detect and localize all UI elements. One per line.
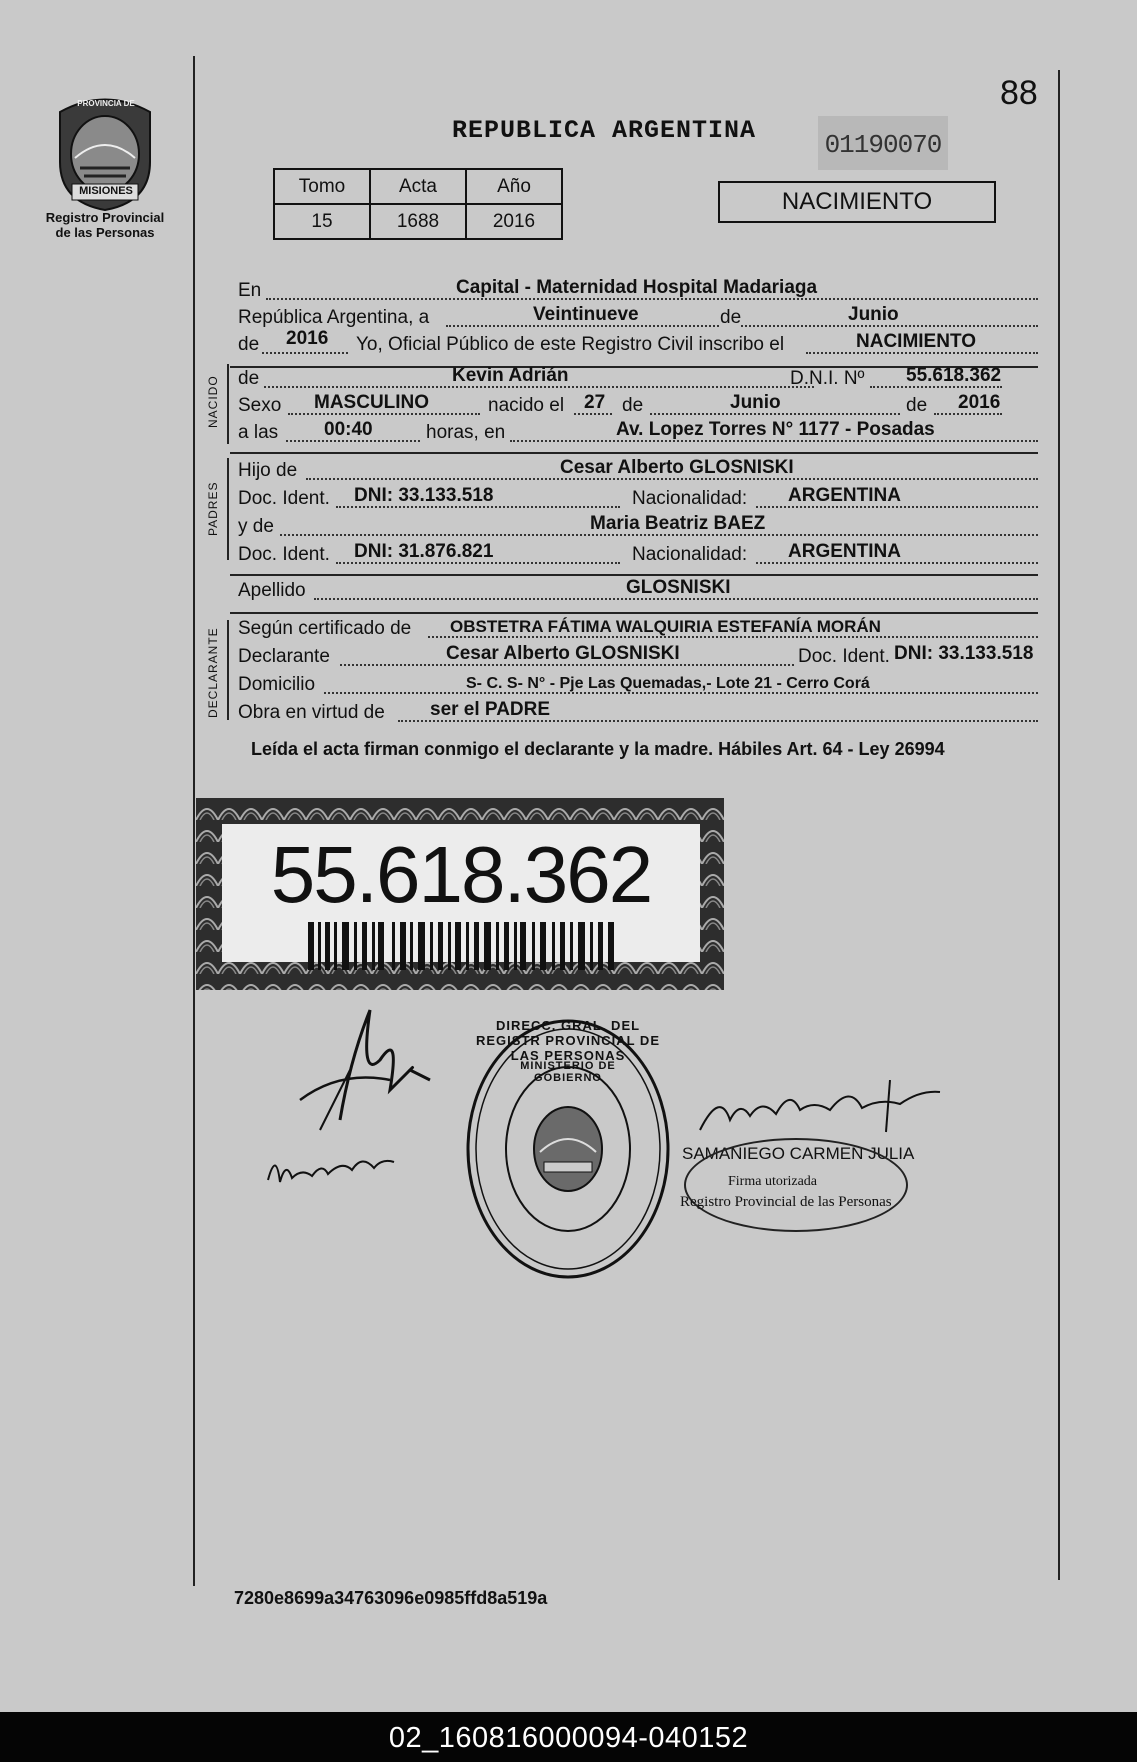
anio-value: 2016 — [466, 204, 562, 239]
registry-label-line1: Registro Provincial — [45, 210, 165, 225]
nacido-bracket-line — [227, 364, 229, 444]
dni-label-panel — [196, 798, 724, 990]
row-nacido-name — [238, 366, 1038, 392]
padres-bracket-line — [227, 458, 229, 560]
nacido-section-label: NACIDO — [206, 375, 220, 428]
de-label: de — [720, 307, 742, 328]
cert-value: OBSTETRA FÁTIMA WALQUIRIA ESTEFANÍA MORÁN — [450, 617, 881, 636]
yo-text: Yo, Oficial Público de este Registro Civil inscribo el — [356, 334, 785, 355]
father-doc-label: Doc. Ident. — [238, 488, 330, 509]
row-mother-doc — [238, 542, 1038, 568]
row-republica — [238, 305, 1038, 331]
dom-label: Domicilio — [238, 674, 316, 695]
a-las-label: a las — [238, 422, 279, 443]
acta-header: Acta — [370, 169, 466, 204]
republica-label: República Argentina, a — [238, 307, 430, 328]
act-value: NACIMIENTO — [856, 331, 976, 352]
seal-outer-text: DIRECC. GRAL. DEL REGISTR PROVINCIAL DE LAS PERSONAS — [475, 1018, 660, 1063]
mother-doc-label: Doc. Ident. — [238, 544, 330, 565]
hijo-de-label: Hijo de — [238, 460, 298, 481]
official-signature-icon — [690, 1080, 950, 1140]
en-label: En — [238, 280, 262, 301]
row-father — [238, 458, 1038, 484]
mother-name: Maria Beatriz BAEZ — [590, 513, 766, 534]
declarante-bracket-line — [227, 620, 229, 720]
official-registry: Registro Provincial de las Personas — [680, 1194, 892, 1210]
obra-value: ser el PADRE — [430, 699, 551, 720]
divider-4 — [230, 612, 1038, 614]
serial-box — [818, 116, 948, 170]
mother-nationality: ARGENTINA — [788, 541, 901, 562]
row-declarante — [238, 644, 1038, 670]
row-en — [238, 278, 1038, 304]
decl-value: Cesar Alberto GLOSNISKI — [446, 643, 680, 664]
row-apellido — [238, 578, 1038, 604]
cert-label: Según certificado de — [238, 618, 412, 639]
official-firma-line: Firma utorizada — [728, 1174, 818, 1189]
closing-text: Leída el acta firman conmigo el declarante y la madre. Hábiles Art. 64 - Ley 26994 — [251, 739, 945, 759]
tomo-value: 15 — [274, 204, 370, 239]
nacido-de-label-2: de — [622, 395, 644, 416]
mother-nat-label: Nacionalidad: — [632, 544, 748, 565]
nacido-place: Av. Lopez Torres N° 1177 - Posadas — [616, 419, 935, 440]
padres-section-label: PADRES — [206, 481, 220, 536]
logo-bottom-text: MISIONES — [79, 185, 133, 197]
dni-big-number: 55.618.362 — [270, 830, 652, 919]
divider-2 — [230, 452, 1038, 454]
registry-label-line2: de las Personas — [55, 225, 155, 240]
y-de-label: y de — [238, 516, 274, 537]
footer-code: 02_160816000094-040152 — [388, 1722, 749, 1754]
apellido-label: Apellido — [238, 580, 306, 601]
document-hash: 7280e8699a34763096e0985ffd8a519a — [234, 1588, 548, 1608]
decl-doc-label: Doc. Ident. — [794, 646, 890, 668]
nacido-de-label: de — [238, 368, 260, 389]
nacido-de-label-3: de — [906, 395, 928, 416]
row-nacido-sexo — [238, 393, 1038, 419]
decl-doc: DNI: 33.133.518 — [894, 643, 1034, 664]
father-nationality: ARGENTINA — [788, 485, 901, 506]
nacido-el-label: nacido el — [488, 395, 565, 416]
nacido-dni: 55.618.362 — [906, 365, 1002, 386]
declarante-section-label: DECLARANTE — [206, 627, 220, 718]
tomo-header: Tomo — [274, 169, 370, 204]
month-value: Junio — [848, 304, 899, 325]
row-domicilio — [238, 672, 1038, 698]
register-table — [273, 168, 563, 240]
official-name: SAMANIEGO CARMEN JULIA — [682, 1144, 915, 1163]
seal-inner-text: MINISTERIO DE GOBIERNO — [520, 1060, 616, 1084]
father-nat-label: Nacionalidad: — [632, 488, 748, 509]
de-label-2: de — [238, 334, 260, 355]
sexo-value: MASCULINO — [314, 392, 430, 413]
page-number: 88 — [1000, 74, 1038, 112]
dni-label-white — [222, 824, 700, 962]
apellido-value: GLOSNISKI — [626, 577, 731, 598]
country-title: REPUBLICA ARGENTINA — [452, 116, 757, 145]
serial-number: 01190070 — [824, 130, 942, 160]
registry-label — [30, 210, 180, 240]
ministry-seal — [464, 1016, 672, 1282]
barcode-icon — [308, 922, 618, 970]
row-obra — [238, 700, 1038, 726]
row-mother — [238, 514, 1038, 540]
row-father-doc — [238, 486, 1038, 512]
acta-value: 1688 — [370, 204, 466, 239]
mother-doc: DNI: 31.876.821 — [354, 541, 494, 562]
row-certificado — [238, 616, 1038, 642]
divider-3 — [230, 574, 1038, 576]
logo-top-text: PROVINCIA DE — [77, 99, 135, 108]
dni-label: D.N.I. Nº — [790, 368, 865, 389]
en-value: Capital - Maternidad Hospital Madariaga — [456, 277, 818, 298]
horas-label: horas, en — [426, 422, 506, 443]
father-doc: DNI: 33.133.518 — [354, 485, 494, 506]
nacido-name: Kevin Adrián — [452, 365, 569, 386]
anio-header: Año — [466, 169, 562, 204]
nacido-day: 27 — [584, 392, 606, 413]
nacido-time: 00:40 — [324, 419, 373, 440]
left-margin-line — [193, 56, 195, 1586]
nacido-year: 2016 — [958, 392, 1001, 413]
row-nacido-hora — [238, 420, 1038, 446]
decl-label: Declarante — [238, 646, 330, 667]
right-margin-line — [1058, 70, 1060, 1580]
mother-signature-icon — [262, 1140, 402, 1200]
footer-bar — [0, 1712, 1137, 1762]
nacido-month: Junio — [730, 392, 781, 413]
dom-value: S- C. S- N° - Pje Las Quemadas,- Lote 21 - Cerro Corá — [466, 675, 870, 692]
sexo-label: Sexo — [238, 395, 282, 416]
act-type-box: NACIMIENTO — [718, 181, 996, 223]
row-year — [238, 328, 1038, 358]
day-value: Veintinueve — [533, 304, 639, 325]
obra-label: Obra en virtud de — [238, 702, 385, 723]
year-value: 2016 — [286, 328, 329, 349]
father-name: Cesar Alberto GLOSNISKI — [560, 457, 794, 478]
